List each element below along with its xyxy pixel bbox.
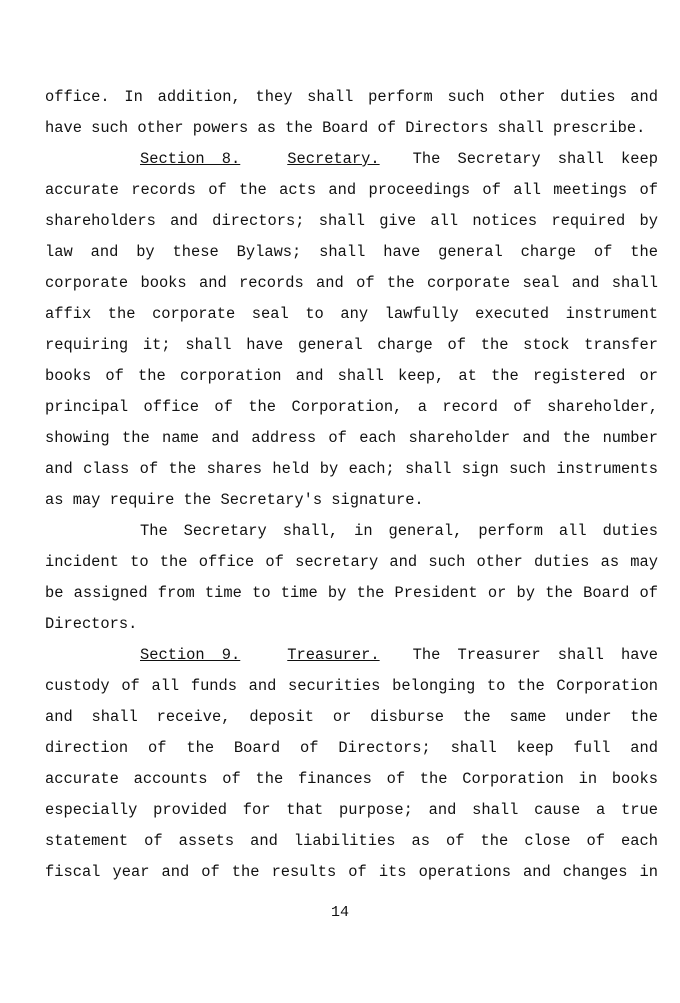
page-number: 14 [330,904,349,921]
text-line: custody of all funds and securities belonging to the Corporation [45,677,658,695]
text-line: statement of assets and liabilities as of the close of each [45,832,658,850]
text-line: accurate accounts of the finances of the Corporation in books [45,770,658,788]
text-line: accurate records of the acts and proceedings of all meetings of [45,181,658,199]
text-line: be assigned from time to time by the President or by the Board of [45,584,658,602]
section-8-title: Secretary. [287,150,380,168]
text-line: law and by these Bylaws; shall have general charge of the [45,243,658,261]
text-line: fiscal year and of the results of its operations and changes in [45,863,658,881]
section-9-heading-line [45,640,658,671]
section-9-first-line-text: The Treasurer shall have [412,646,658,664]
text-line: affix the corporate seal to any lawfully executed instrument [45,305,658,323]
text-line: as may require the Secretary's signature. [45,491,424,509]
text-line: especially provided for that purpose; and shall cause a true [45,801,658,819]
paragraph-first-line-text: The Secretary shall, in general, perform all duties [140,522,658,540]
text-line: showing the name and address of each shareholder and the number [45,429,658,447]
text-line: books of the corporation and shall keep, at the registered or [45,367,658,385]
text-line: and shall receive, deposit or disburse the same under the [45,708,658,726]
section-9-label: Section 9. [140,646,241,664]
continued-paragraph [45,82,658,144]
section-9 [45,640,658,888]
section-9-title: Treasurer. [287,646,380,664]
section-8 [45,144,658,640]
document-page [45,82,658,888]
text-line: direction of the Board of Directors; shall keep full and [45,739,658,757]
text-line [45,516,658,547]
text-line: have such other powers as the Board of Directors shall prescribe. [45,119,646,137]
text-line: shareholders and directors; shall give all notices required by [45,212,658,230]
section-8-first-line-text: The Secretary shall keep [412,150,658,168]
text-line: requiring it; shall have general charge of the stock transfer [45,336,658,354]
text-line: principal office of the Corporation, a record of shareholder, [45,398,658,416]
text-line: incident to the office of secretary and such other duties as may [45,553,658,571]
text-line: Directors. [45,615,138,633]
section-8-label: Section 8. [140,150,241,168]
text-line: office. In addition, they shall perform such other duties and [45,88,658,106]
section-8-heading-line [45,144,658,175]
text-line: and class of the shares held by each; shall sign such instruments [45,460,658,478]
text-line: corporate books and records and of the corporate seal and shall [45,274,658,292]
